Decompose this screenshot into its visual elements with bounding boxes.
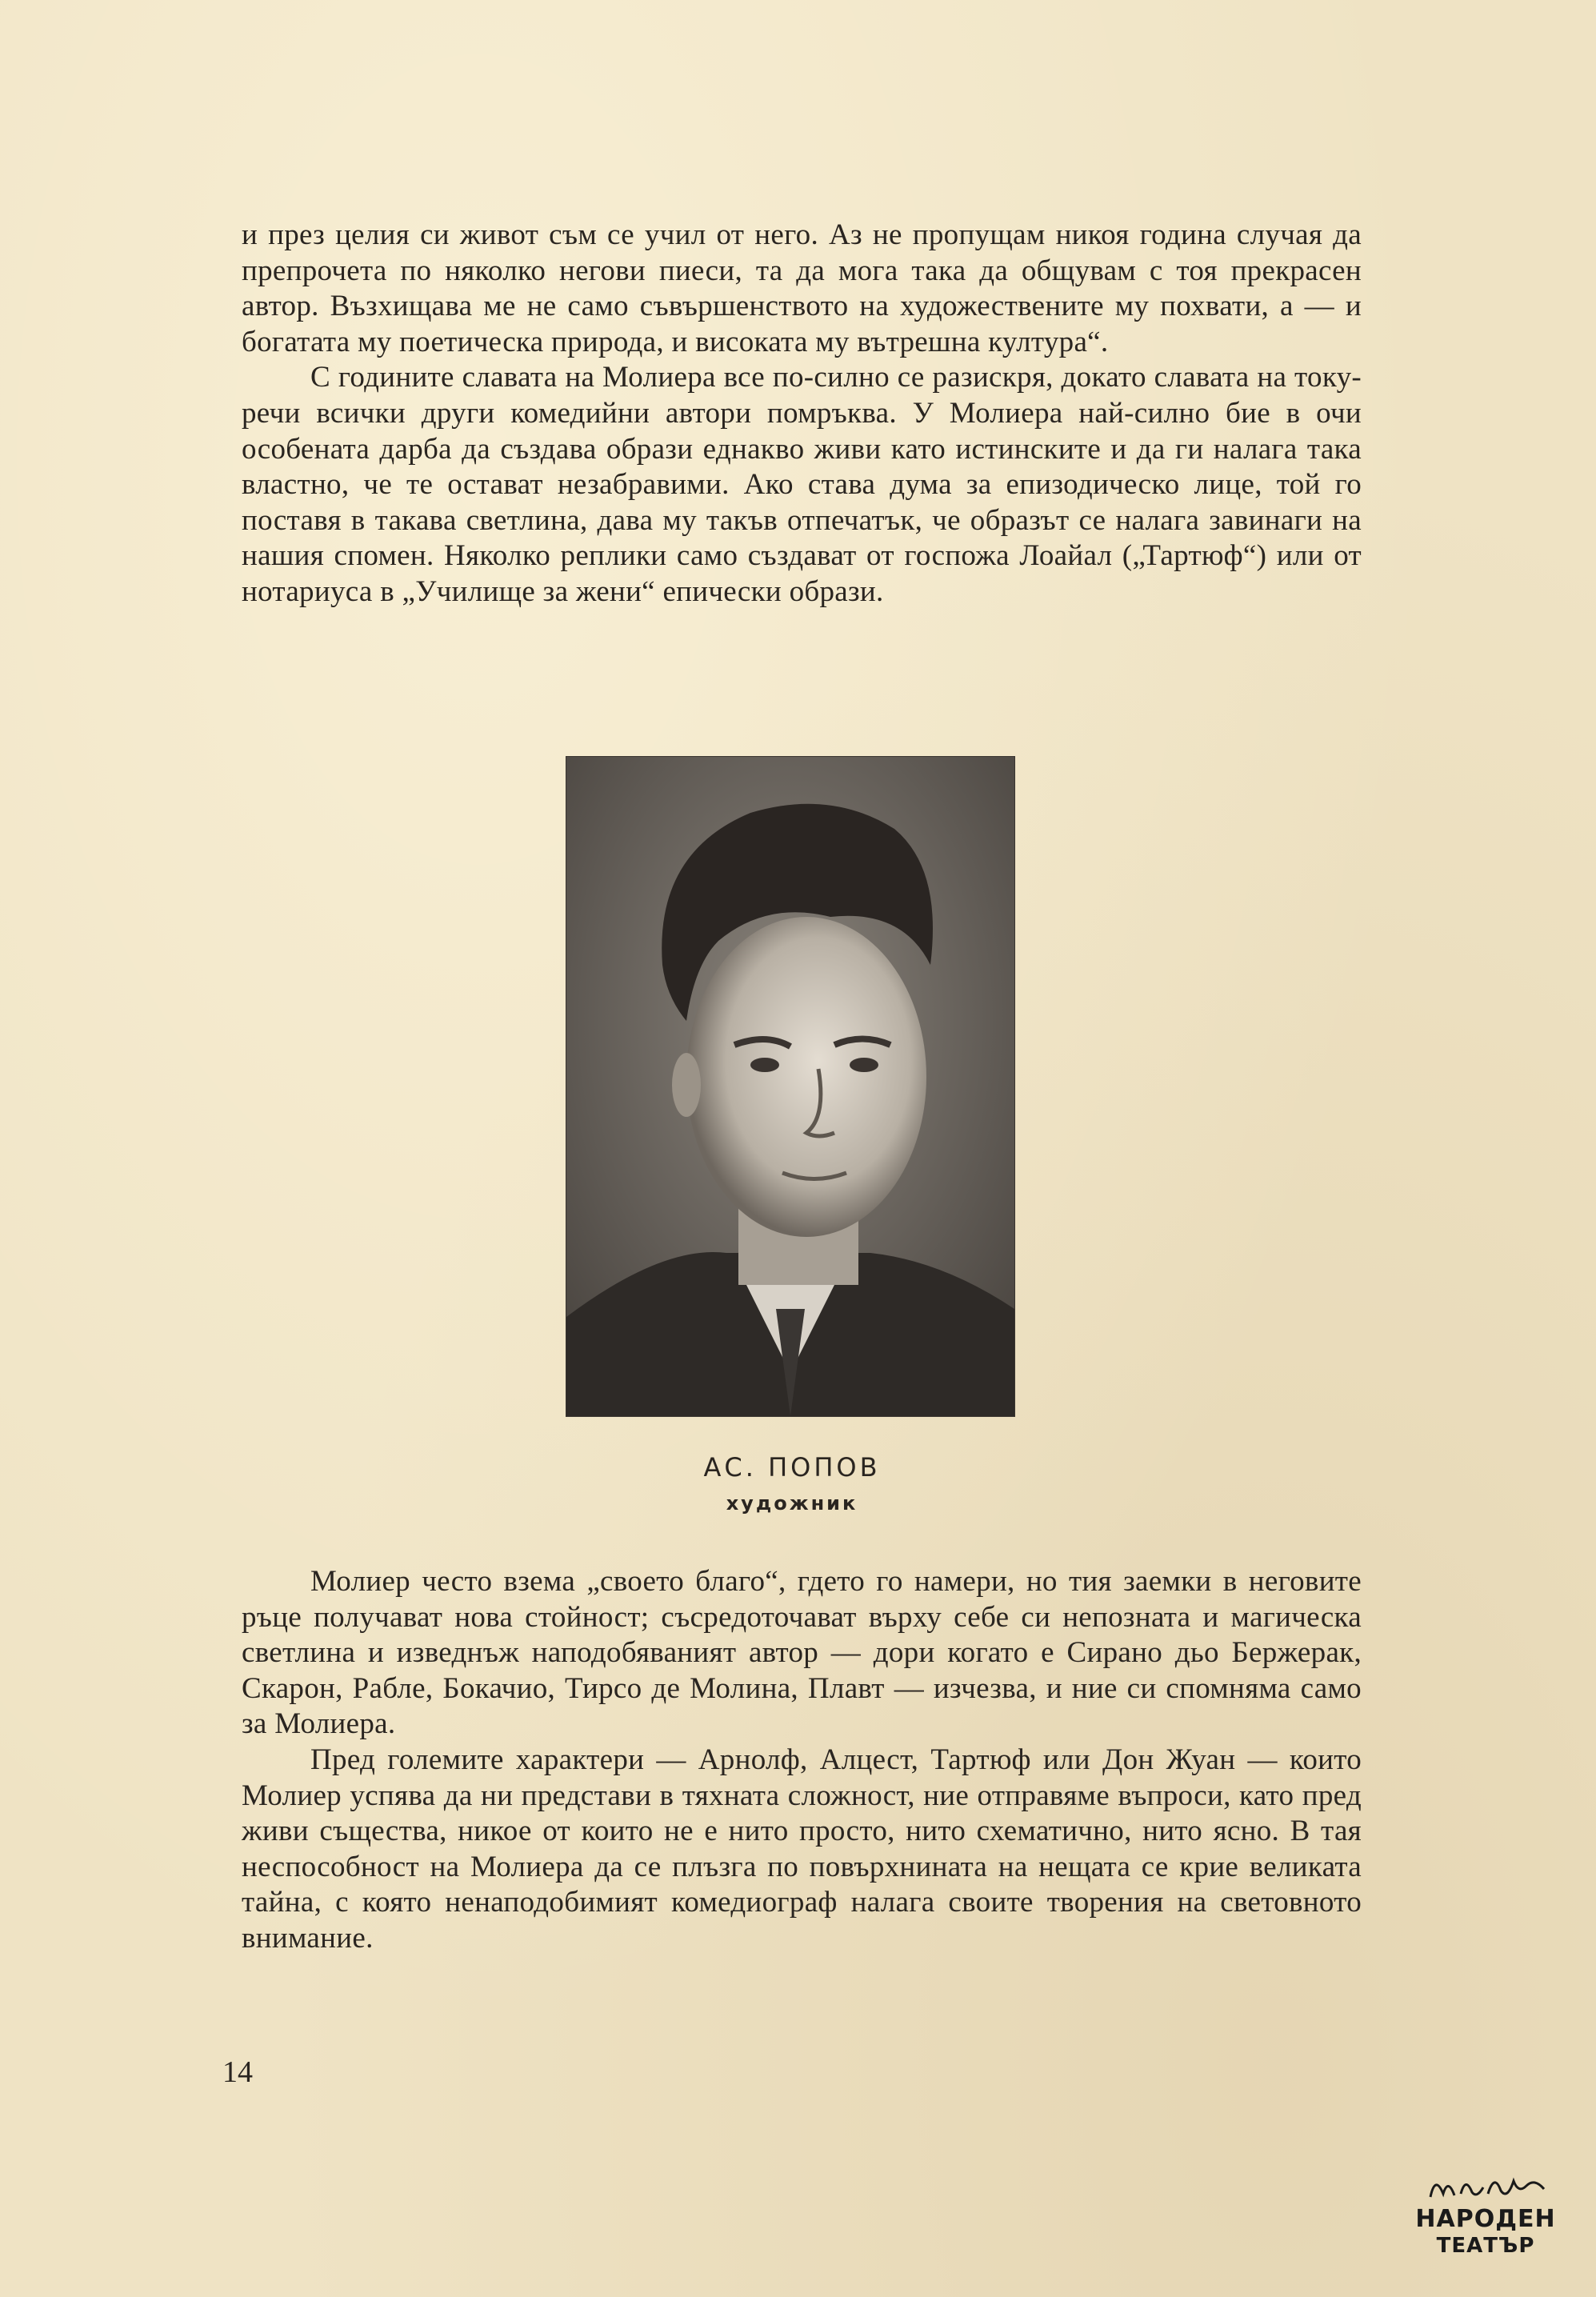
portrait-photo bbox=[566, 757, 1014, 1416]
paragraph: С годините славата на Молиера все по-силно се разискря, докато славата на току-речи всички други комедийни автори помръква. У Молиера най-силно бие в очи особената дарба да създава образи еднакво живи като истинските и да ги налага така властно, че те остават незабравими. Ако става дума за епизодическо лице, той го поставя в такава светлина, дава му такъв отпечатък, че образът се налага завинаги на нашия спомен. Няколко реплики само създават от госпожа Лоайал („Тартюф“) или от нотариуса в „Училище за жени“ епически образи. bbox=[242, 361, 1362, 608]
theatre-logo bbox=[1410, 2170, 1562, 2266]
paragraph: Молиер често взема „своето благо“, гдето го намери, но тия заемки в неговите ръце получават нова стойност; съсредоточават върху себе си непозната и магическа светлина и изведнъж наподобяваният автор — дори когато е Сирано дьо Бержерак, Скарон, Рабле, Бокачио, Тирсо де Молина, Плавт — изчезва, и ние си спомняма само за Молиера. bbox=[242, 1565, 1362, 1741]
article-bottom-text bbox=[242, 1564, 1362, 1957]
article-top-text bbox=[242, 218, 1362, 610]
portrait-caption-name: АС. ПОПОВ bbox=[703, 1452, 881, 1483]
portrait-caption-role: художник bbox=[726, 1492, 858, 1515]
page-number: 14 bbox=[222, 2055, 253, 2089]
paragraph: Пред големите характери — Арнолф, Алцест, Тартюф или Дон Жуан — които Молиер успява да ни представи в тяхната сложност, ние отправяме въпроси, като пред живи същества, никое от които не е нито просто, нито схематично, нито ясно. В тая неспособност на Молиера да се плъзга по повърхнината на нещата се крие великата тайна, с която ненаподобимият комедиограф налага своите творения на световното внимание. bbox=[242, 1743, 1362, 1955]
logo-line-1: НАРОДЕН bbox=[1415, 2205, 1556, 2233]
logo-line-2: ТЕАТЪР bbox=[1436, 2234, 1535, 2258]
paragraph: и през целия си живот съм се учил от него. Аз не пропущам никоя година случая да препрочета по няколко негови пиеси, та да мога така да общувам с тоя прекрасен автор. Възхищава ме не само съвършенството на художествените му похвати, а — и богатата му поетическа природа, и високата му вътрешна култура“. bbox=[242, 218, 1362, 358]
logo-signature-icon bbox=[1424, 2170, 1552, 2205]
